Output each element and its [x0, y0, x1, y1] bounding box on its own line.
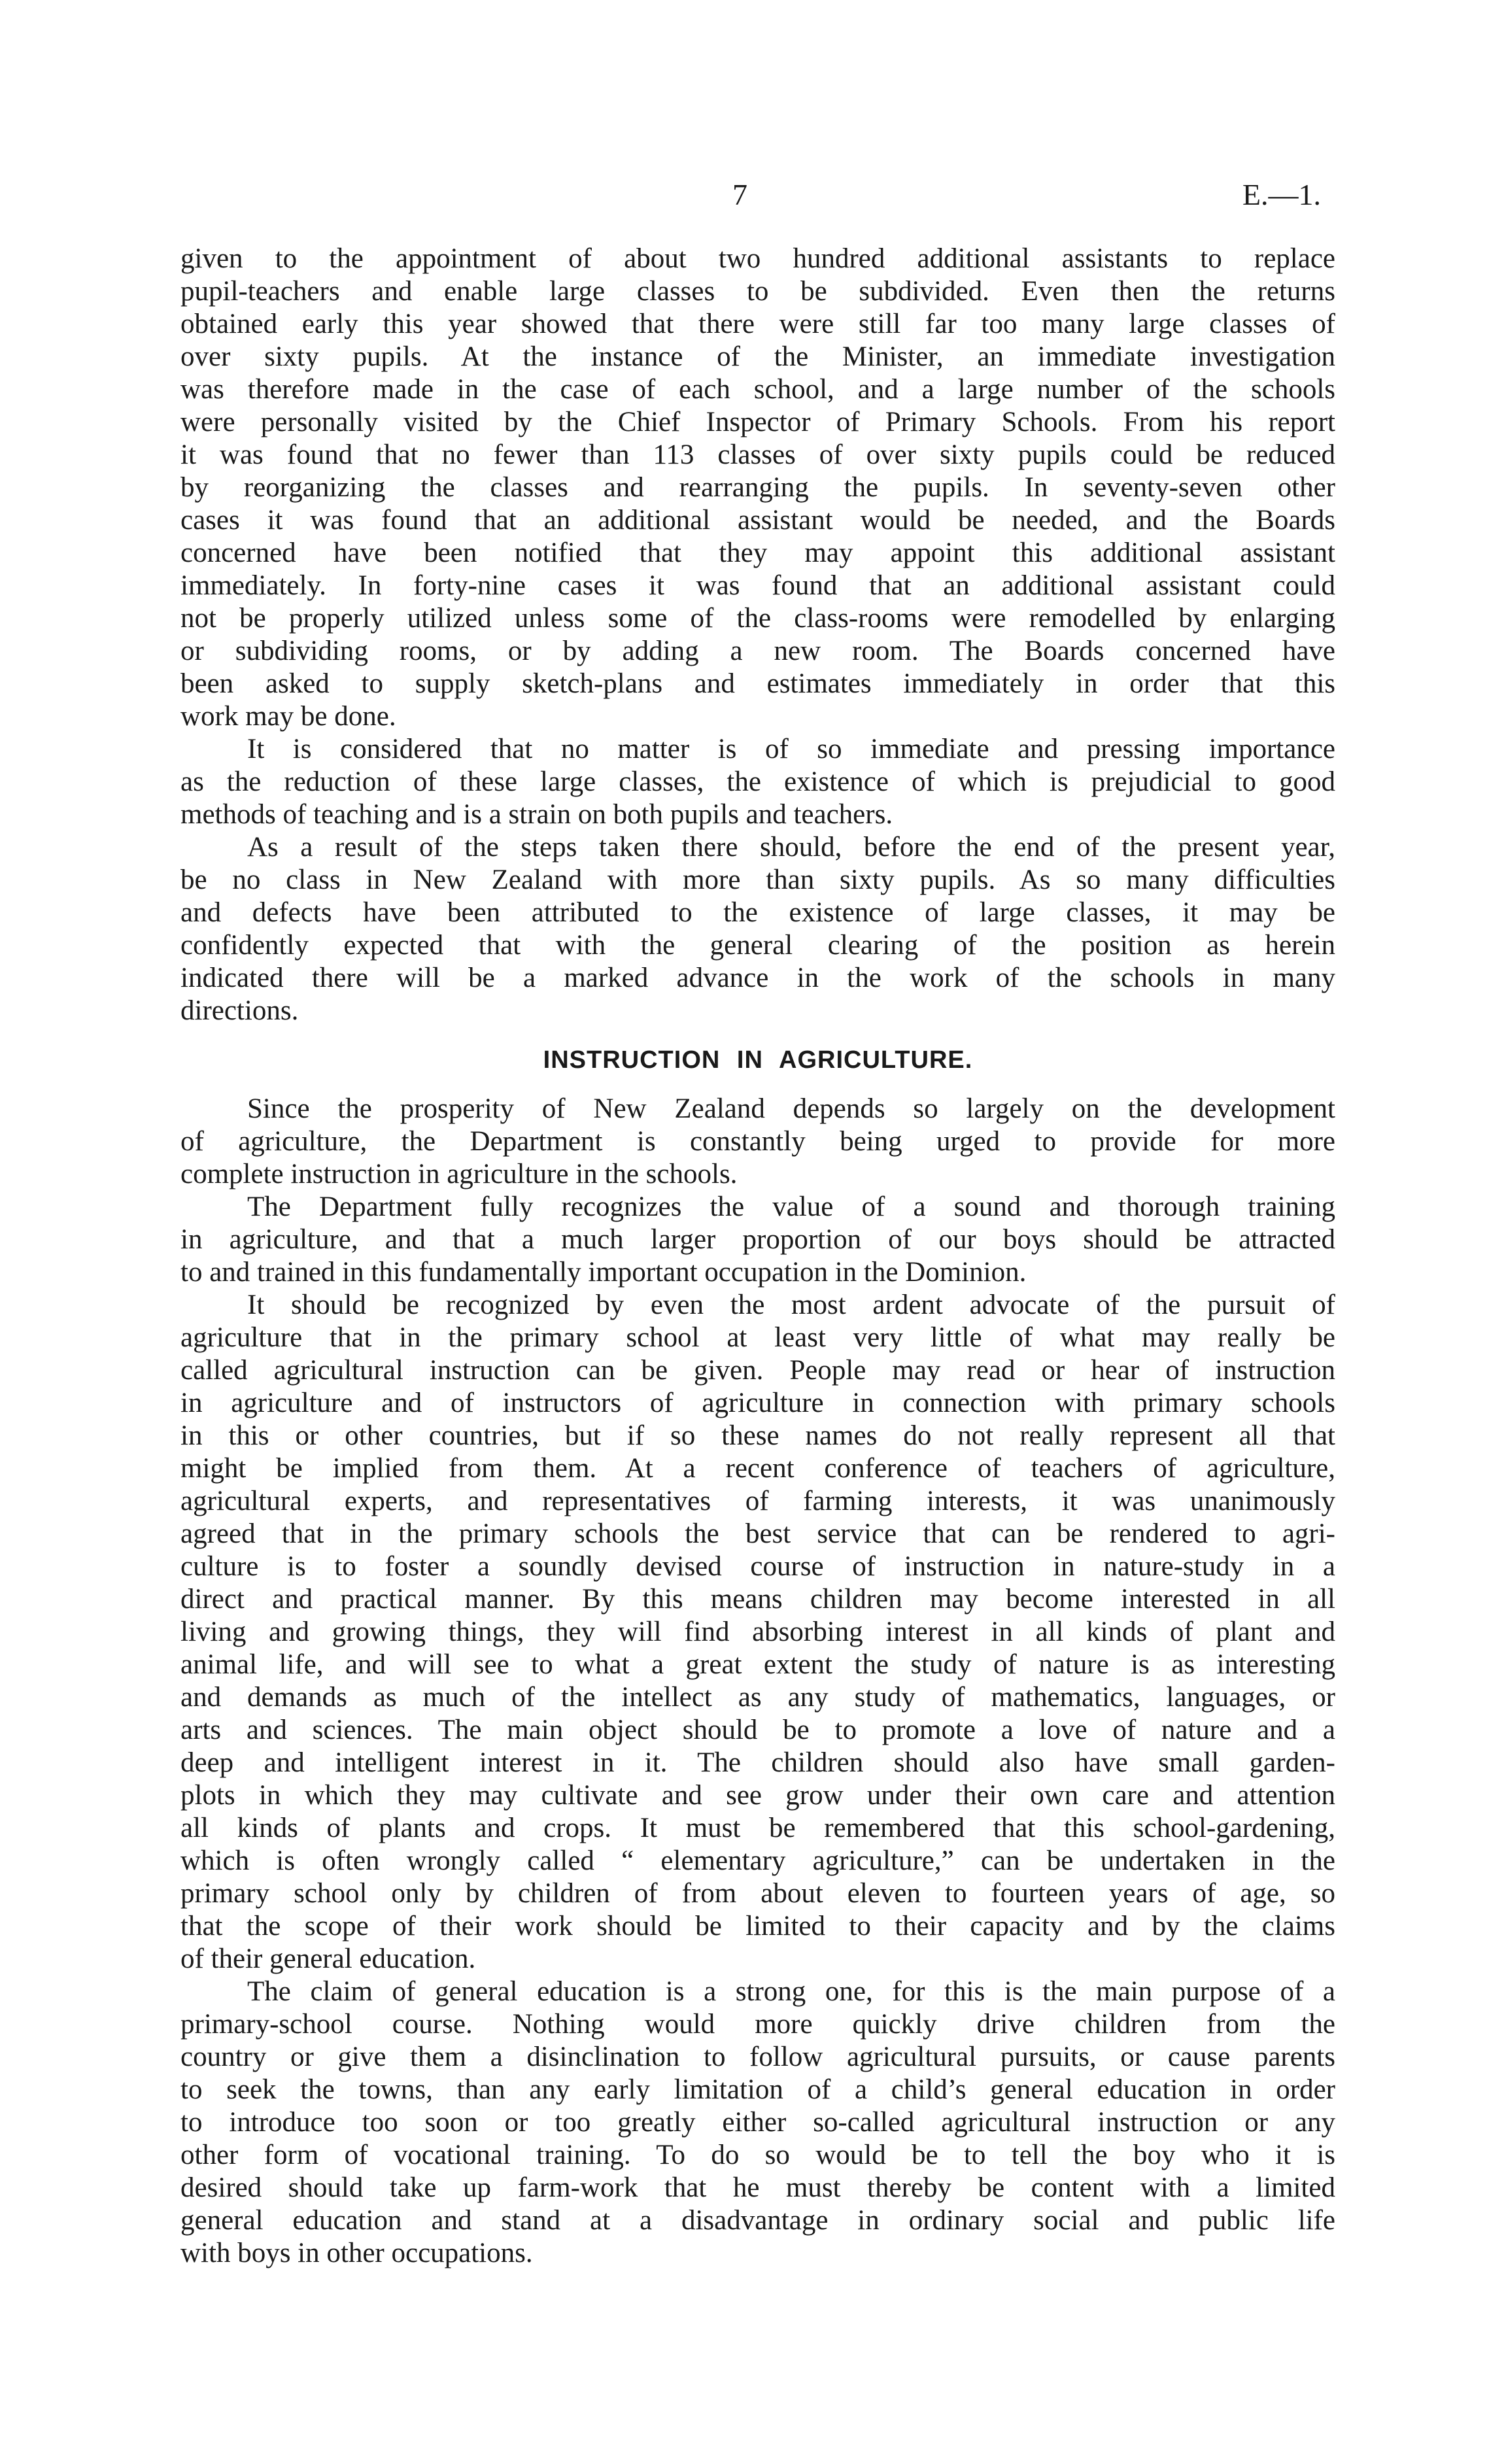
text-line: plots in which they may cultivate and see grow under their own care and attention [180, 1780, 1335, 1811]
text-line: and defects have been attributed to the existence of large classes, it may be [180, 897, 1335, 928]
text-line: by reorganizing the classes and rearranging the pupils. In seventy-seven other [180, 472, 1335, 503]
text-line: be no class in New Zealand with more than sixty pupils. As so many difficulties [180, 864, 1335, 895]
text-line: agricultural experts, and representatives of farming interests, it was unanimously [180, 1486, 1335, 1516]
text-line: other form of vocational training. To do so would be to tell the boy who it is [180, 2140, 1335, 2170]
text-line: which is often wrongly called “ elementary agriculture,” can be undertaken in the [180, 1845, 1335, 1876]
text-line: arts and sciences. The main object should be to promote a love of nature and a [180, 1715, 1335, 1745]
text-line: and demands as much of the intellect as any study of mathematics, languages, or [180, 1682, 1335, 1713]
text-line: to and trained in this fundamentally important occupation in the Dominion. [180, 1257, 1027, 1288]
text-line: might be implied from them. At a recent conference of teachers of agriculture, [180, 1453, 1335, 1484]
text-line: As a result of the steps taken there should, before the end of the present year, [247, 832, 1335, 863]
text-line: immediately. In forty-nine cases it was found that an additional assistant could [180, 570, 1335, 601]
section [180, 1027, 1335, 2270]
text-line: agriculture that in the primary school at least very little of what may really be [180, 1322, 1335, 1353]
text-line: Since the prosperity of New Zealand depends so largely on the development [247, 1093, 1335, 1124]
text-line: agreed that in the primary schools the best service that can be rendered to agri- [180, 1518, 1335, 1549]
text-line: The claim of general education is a strong one, for this is the main purpose of a [247, 1976, 1335, 2007]
text-line: The Department fully recognizes the value of a sound and thorough training [247, 1191, 1335, 1222]
paragraph [180, 1289, 1335, 1976]
page-number: 7 [732, 178, 747, 211]
section-heading: INSTRUCTION IN AGRICULTURE. [543, 1046, 973, 1074]
text-line: of their general education. [180, 1943, 476, 1974]
text-line: pupil-teachers and enable large classes to be subdivided. Even then the returns [180, 276, 1335, 307]
text-line: in agriculture and of instructors of agriculture in connection with primary schools [180, 1388, 1335, 1418]
text-line: to seek the towns, than any early limitation of a child’s general education in order [180, 2074, 1335, 2105]
text-line: cases it was found that an additional assistant would be needed, and the Boards [180, 505, 1335, 536]
text-line: or subdividing rooms, or by adding a new room. The Boards concerned have [180, 636, 1335, 666]
text-line: it was found that no fewer than 113 classes of over sixty pupils could be reduced [180, 439, 1335, 470]
text-line: with boys in other occupations. [180, 2238, 533, 2268]
paragraph [180, 831, 1335, 1027]
paragraph [180, 733, 1335, 831]
text-line: living and growing things, they will find absorbing interest in all kinds of plant and [180, 1617, 1335, 1647]
text-line: that the scope of their work should be limited to their capacity and by the claims [180, 1911, 1335, 1942]
text-line: culture is to foster a soundly devised course of instruction in nature-study in a [180, 1551, 1335, 1582]
text-line: indicated there will be a marked advance in the work of the schools in many [180, 963, 1335, 993]
document-body [180, 243, 1335, 2270]
text-line: directions. [180, 995, 299, 1026]
paragraph [180, 1976, 1335, 2270]
text-line: general education and stand at a disadvantage in ordinary social and public life [180, 2205, 1335, 2236]
text-line: all kinds of plants and crops. It must be remembered that this school-gardening, [180, 1813, 1335, 1843]
text-line: obtained early this year showed that there were still far too many large classes of [180, 309, 1335, 339]
text-line: been asked to supply sketch-plans and estimates immediately in order that this [180, 668, 1335, 699]
paragraph [180, 243, 1335, 733]
text-line: methods of teaching and is a strain on both pupils and teachers. [180, 799, 893, 830]
text-line: work may be done. [180, 701, 396, 732]
text-line: were personally visited by the Chief Inspector of Primary Schools. From his report [180, 407, 1335, 437]
text-line: complete instruction in agriculture in the schools. [180, 1159, 738, 1189]
text-line: in this or other countries, but if so these names do not really represent all that [180, 1420, 1335, 1451]
text-line: country or give them a disinclination to follow agricultural pursuits, or cause parents [180, 2042, 1335, 2072]
text-line: as the reduction of these large classes, the existence of which is prejudicial to good [180, 766, 1335, 797]
text-line: animal life, and will see to what a great extent the study of nature is as interesting [180, 1649, 1335, 1680]
text-line: desired should take up farm-work that he must thereby be content with a limited [180, 2172, 1335, 2203]
text-line: in agriculture, and that a much larger proportion of our boys should be attracted [180, 1224, 1335, 1255]
text-line: given to the appointment of about two hundred additional assistants to replace [180, 243, 1335, 274]
text-line: direct and practical manner. By this means children may become interested in all [180, 1584, 1335, 1615]
text-line: concerned have been notified that they may appoint this additional assistant [180, 538, 1335, 568]
text-line: It should be recognized by even the most ardent advocate of the pursuit of [247, 1290, 1335, 1320]
text-line: to introduce too soon or too greatly either so-called agricultural instruction or any [180, 2107, 1335, 2138]
text-line: It is considered that no matter is of so immediate and pressing importance [247, 734, 1335, 764]
text-line: confidently expected that with the general clearing of the position as herein [180, 930, 1335, 961]
section [180, 243, 1335, 1027]
text-line: primary-school course. Nothing would more quickly drive children from the [180, 2009, 1335, 2040]
text-line: deep and intelligent interest in it. The children should also have small garden- [180, 1747, 1335, 1778]
text-line: called agricultural instruction can be given. People may read or hear of instruction [180, 1355, 1335, 1386]
paragraph [180, 1093, 1335, 1191]
paragraph [180, 1191, 1335, 1289]
text-line: over sixty pupils. At the instance of the Minister, an immediate investigation [180, 341, 1335, 372]
text-line: not be properly utilized unless some of the class-rooms were remodelled by enlarging [180, 603, 1335, 634]
document-reference: E.—1. [1242, 178, 1321, 211]
text-line: primary school only by children of from about eleven to fourteen years of age, so [180, 1878, 1335, 1909]
text-line: of agriculture, the Department is constantly being urged to provide for more [180, 1126, 1335, 1157]
text-line: was therefore made in the case of each school, and a large number of the schools [180, 374, 1335, 405]
